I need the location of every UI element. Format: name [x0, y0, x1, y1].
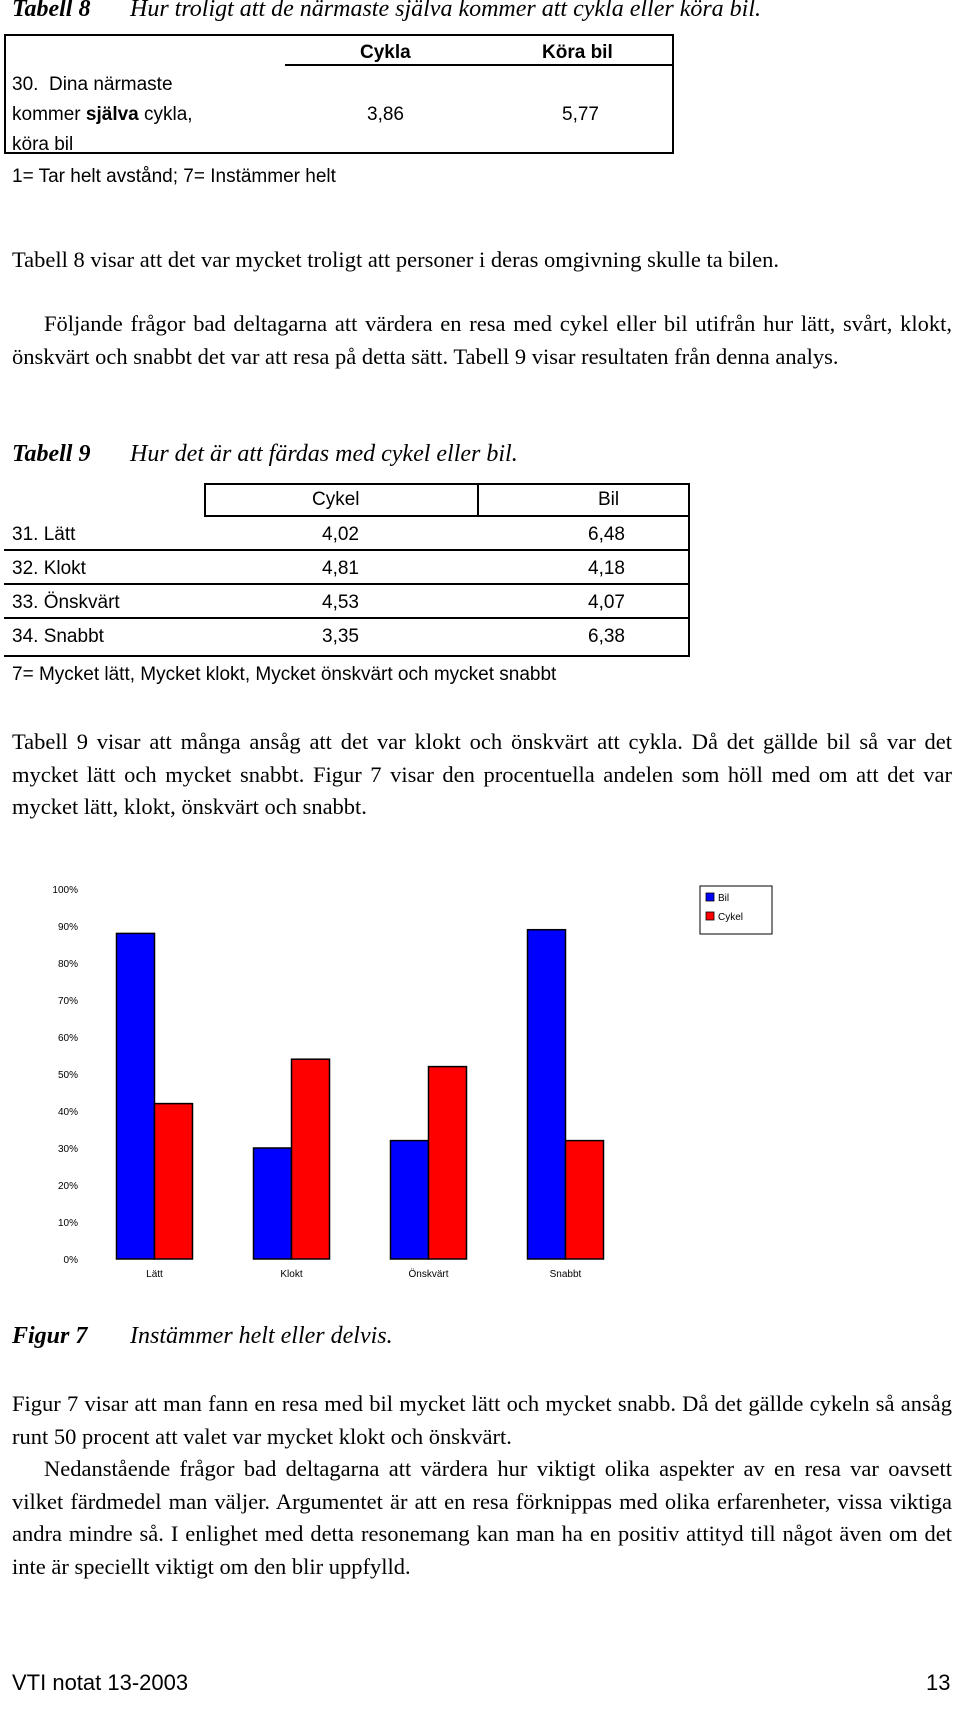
table9-col-bil: Bil	[598, 489, 620, 510]
x-tick-label: Önskvärt	[408, 1269, 449, 1280]
table8	[0, 34, 960, 194]
table9-row-cykel: 3,35	[322, 626, 359, 647]
table8-value-cykla: 3,86	[367, 104, 404, 125]
table9-row-bil: 6,38	[588, 626, 625, 647]
paragraph-4: Figur 7 visar att man fann en resa med bil mycket lätt och mycket snabb. Då det gällde cykeln så ansåg runt 50 procent att valet var mycket klokt och önskvärt.	[12, 1391, 952, 1449]
table9-row-bil: 4,07	[588, 592, 625, 613]
table8-question-line2	[12, 104, 193, 126]
legend-label-bil: Bil	[718, 893, 730, 904]
paragraph-5	[12, 1453, 952, 1583]
paragraph-2	[12, 308, 952, 373]
bar-cykel	[155, 1104, 193, 1259]
bar-bil	[391, 1141, 429, 1259]
x-tick-label: Klokt	[280, 1269, 303, 1280]
y-tick-label: 40%	[57, 1107, 78, 1118]
table-row	[4, 519, 690, 551]
y-tick-label: 90%	[57, 922, 78, 933]
legend-swatch-cykel	[706, 912, 714, 920]
table9-row-divider	[4, 583, 690, 585]
table9-note: 7= Mycket lätt, Mycket klokt, Mycket önskvärt och mycket snabbt	[12, 664, 557, 685]
figure7-chart	[0, 870, 960, 1290]
bar-bil	[528, 930, 566, 1259]
table9-caption-text: Hur det är att färdas med cykel eller bil.	[130, 441, 518, 467]
y-tick-label: 10%	[57, 1218, 78, 1229]
y-tick-label: 30%	[57, 1144, 78, 1155]
page-number: 13	[926, 1670, 951, 1695]
figure7-caption-text: Instämmer helt eller delvis.	[130, 1323, 393, 1349]
table8-question-line2-post: cykla,	[138, 104, 193, 125]
table9-row-label: 32. Klokt	[12, 558, 86, 579]
table9-row-label: 34. Snabbt	[12, 626, 104, 647]
table8-caption-text: Hur troligt att de närmaste själva kommer att cykla eller köra bil.	[130, 0, 762, 22]
legend-swatch-bil	[706, 893, 714, 901]
table9-row-divider	[4, 549, 690, 551]
table9-right-border	[688, 517, 690, 657]
bar-cykel	[566, 1141, 604, 1259]
paragraph-2-text: Följande frågor bad deltagarna att värdera en resa med cykel eller bil utifrån hur lätt, svårt, klokt, önskvärt och snabbt det var att resa på detta sätt. Tabell 9 visar resultaten från denna analys.	[12, 311, 952, 369]
footer-left: VTI notat 13-2003	[12, 1670, 189, 1695]
table9-header-divider	[477, 483, 479, 517]
table8-question-line2-pre: kommer	[12, 104, 86, 125]
table9-row-cykel: 4,02	[322, 524, 359, 545]
x-tick-label: Lätt	[146, 1269, 163, 1280]
y-tick-label: 100%	[52, 885, 78, 896]
table9-caption	[12, 441, 912, 471]
table9-row-label: 33. Önskvärt	[12, 592, 120, 613]
y-tick-label: 20%	[57, 1181, 78, 1192]
table8-question-line2-bold: själva	[85, 104, 139, 125]
y-tick-label: 60%	[57, 1033, 78, 1044]
table9-row-cykel: 4,81	[322, 558, 359, 579]
x-tick-label: Snabbt	[549, 1269, 582, 1280]
table8-note: 1= Tar helt avstånd; 7= Instämmer helt	[12, 166, 336, 187]
bar-bil	[117, 933, 155, 1259]
y-tick-label: 50%	[57, 1070, 78, 1081]
paragraph-3: Tabell 9 visar att många ansåg att det var klokt och önskvärt att cykla. Då det gällde bil så var det mycket lätt och mycket snabbt. Figur 7 visar den procentuella andelen som höll med om att det var mycket lätt, klokt, önskvärt och snabbt.	[12, 729, 952, 819]
paragraph-5-text: Nedanstående frågor bad deltagarna att värdera hur viktigt olika aspekter av en resa var oavsett vilket färdmedel man väljer. Argumentet är att en resa förknippas med olika erfarenheter, vissa viktiga andra mindre så. I enlighet med detta resonemang kan man ha en positiv attityd till något även om det inte är speciellt viktigt om den blir uppfylld.	[12, 1456, 952, 1579]
table8-col-kora-bil: Köra bil	[542, 42, 613, 63]
table-row	[4, 553, 690, 585]
y-tick-label: 80%	[57, 959, 78, 970]
table8-question-line3: köra bil	[12, 134, 74, 155]
table9-row-cykel: 4,53	[322, 592, 359, 613]
figure7-caption	[12, 1323, 912, 1353]
table9-caption-label: Tabell 9	[12, 441, 91, 467]
table9-bottom-border	[4, 655, 690, 657]
table9-row-bil: 4,18	[588, 558, 625, 579]
table8-question-line1: 30. Dina närmaste	[12, 74, 173, 95]
table8-header-divider	[285, 64, 674, 66]
table-row	[4, 587, 690, 619]
table8-caption	[12, 0, 912, 26]
table8-value-kora-bil: 5,77	[562, 104, 599, 125]
table-row	[4, 621, 690, 653]
table9-row-bil: 6,48	[588, 524, 625, 545]
table9-row-divider	[4, 617, 690, 619]
legend-label-cykel: Cykel	[718, 912, 744, 923]
table8-caption-label: Tabell 8	[12, 0, 91, 22]
table9-row-label: 31. Lätt	[12, 524, 76, 545]
bar-cykel	[292, 1059, 330, 1259]
table8-col-cykla: Cykla	[360, 42, 411, 63]
bar-bil	[254, 1148, 292, 1259]
table9	[4, 483, 694, 683]
figure7-caption-label: Figur 7	[12, 1323, 88, 1349]
paragraph-1: Tabell 8 visar att det var mycket troligt att personer i deras omgivning skulle ta bilen.	[12, 247, 779, 272]
bar-cykel	[429, 1067, 467, 1259]
y-tick-label: 70%	[57, 996, 78, 1007]
y-tick-label: 0%	[63, 1255, 78, 1266]
table9-col-cykel: Cykel	[312, 489, 360, 510]
